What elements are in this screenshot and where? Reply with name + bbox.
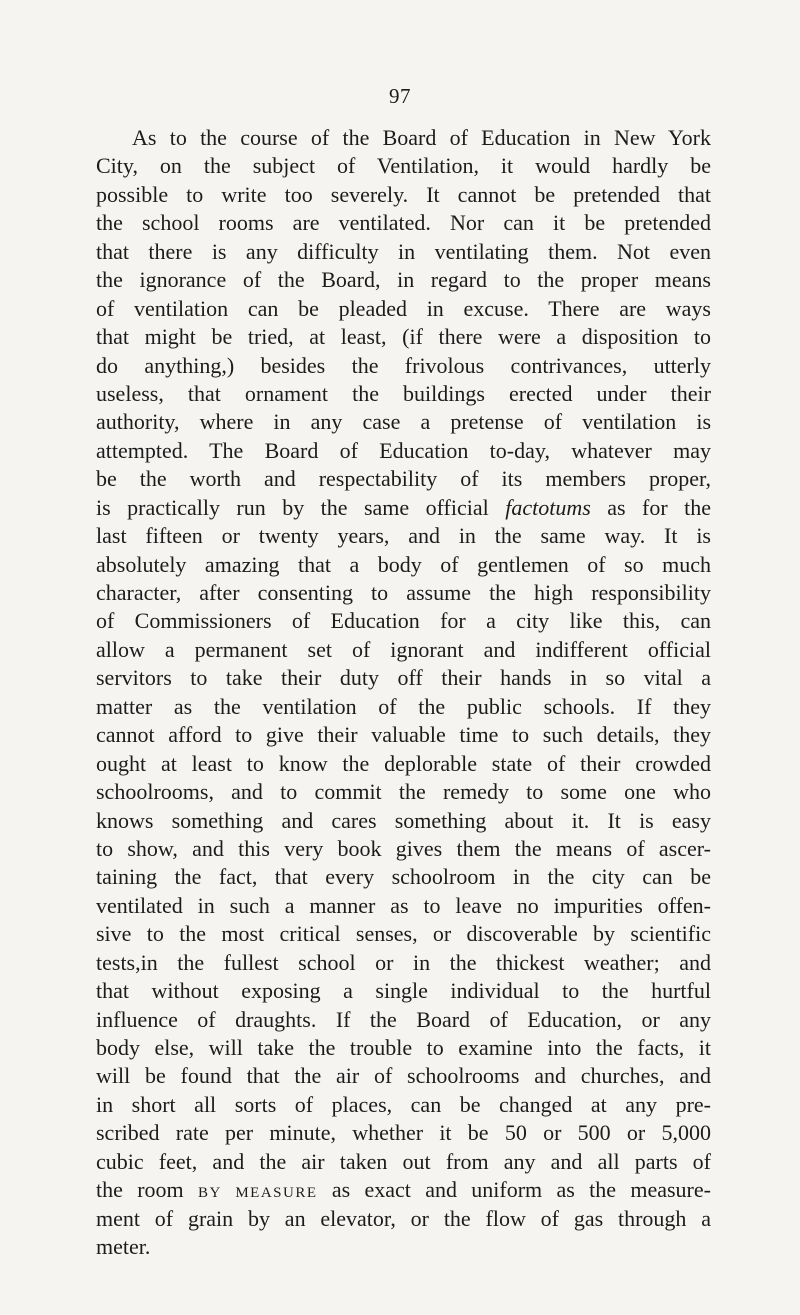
text-line [96,1176,711,1204]
text-line: to show, and this very book gives them the means of ascer- [96,835,711,861]
text-line: be the worth and respectability of its members proper, [96,466,711,492]
text-line: attempted. The Board of Education to-day, whatever may [96,437,711,463]
text-line: body else, will take the trouble to examine into the facts, it [96,1035,711,1060]
text-segment: as exact and uniform as the measure- [317,1177,711,1203]
text-line: the ignorance of the Board, in regard to the proper means [96,267,711,293]
text-line: tests,in the fullest school or in the thickest weather; and [96,949,711,975]
text-line: sive to the most critical senses, or discoverable by scientific [96,921,711,947]
text-line: will be found that the air of schoolrooms and churches, and [96,1063,711,1089]
text-line: ventilated in such a manner as to leave no impurities offen- [96,892,711,918]
text-line: As to the course of the Board of Education in New York [132,125,711,150]
text-line [96,494,711,522]
text-segment: is practically run by the same official [96,494,506,520]
text-line: that might be tried, at least, (if there were a disposition to [96,324,711,350]
text-line: cubic feet, and the air taken out from any and all parts of [96,1148,711,1174]
text-line: possible to write too severely. It cannot be pretended that [96,181,711,207]
text-line: authority, where in any case a pretense of ventilation is [96,409,711,435]
text-segment: as for the [590,494,711,520]
text-line: knows something and cares something about it. It is easy [96,807,711,833]
text-segment: the room [96,1177,198,1203]
text-line: useless, that ornament the buildings erected under their [96,380,711,406]
text-line: scribed rate per minute, whether it be 50 or 500 or 5,000 [96,1120,711,1146]
text-line: ought at least to know the deplorable state of their crowded [96,750,711,776]
text-line: schoolrooms, and to commit the remedy to some one who [96,779,711,805]
text-line: in short all sorts of places, can be changed at any pre- [96,1091,711,1117]
text-line: matter as the ventilation of the public schools. If they [96,693,711,719]
text-line: absolutely amazing that a body of gentlemen of so much [96,551,711,577]
text-line: the school rooms are ventilated. Nor can it be pretended [96,210,711,236]
text-line: that there is any difficulty in ventilating them. Not even [96,238,711,264]
page-number: 97 [389,84,411,108]
small-caps-phrase: BY MEASURE [197,1185,318,1202]
text-line: do anything,) besides the frivolous contrivances, utterly [96,352,711,378]
text-line: meter. [96,1234,151,1260]
text-line: of ventilation can be pleaded in excuse. There are ways [96,295,711,321]
italic-word: factotums [505,494,591,520]
text-line: last fifteen or twenty years, and in the same way. It is [96,523,711,549]
text-line: City, on the subject of Ventilation, it would hardly be [96,153,711,179]
text-line: taining the fact, that every schoolroom in the city can be [96,864,711,890]
text-line: of Commissioners of Education for a city like this, can [96,608,711,634]
text-line: that without exposing a single individual to the hurtful [96,978,711,1004]
text-line: character, after consenting to assume the high responsibility [96,580,711,605]
text-line: influence of draughts. If the Board of Education, or any [96,1006,711,1032]
text-line: ment of grain by an elevator, or the flow of gas through a [96,1205,711,1231]
text-line: cannot afford to give their valuable time to such details, they [96,722,711,748]
text-line: allow a permanent set of ignorant and indifferent official [96,636,711,662]
text-line: servitors to take their duty off their hands in so vital a [96,665,711,691]
body-paragraph [96,124,711,1262]
